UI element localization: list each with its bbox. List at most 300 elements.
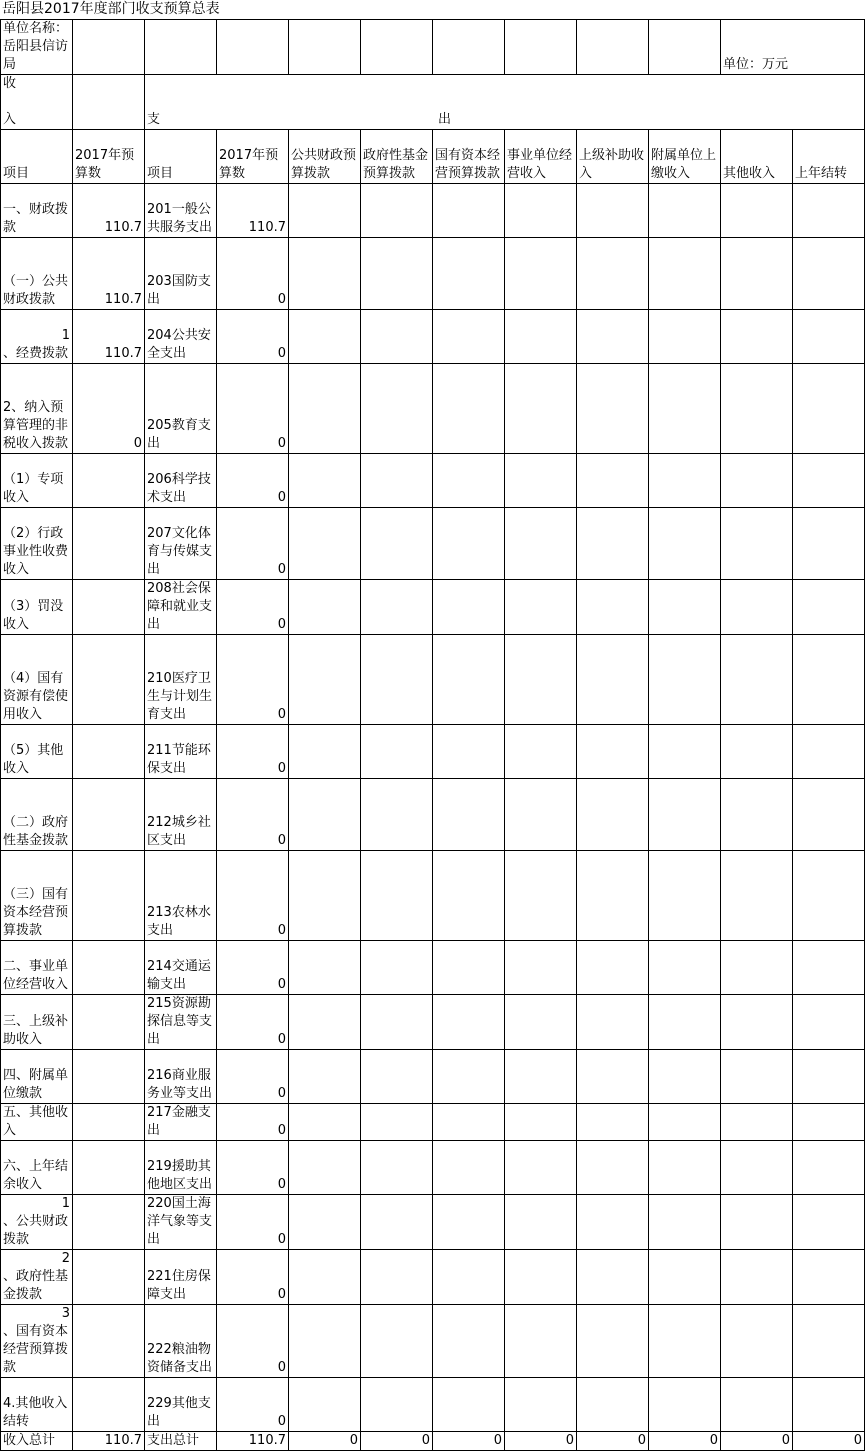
- table-row: [1, 364, 865, 454]
- expense-amount-cell[interactable]: 0: [217, 635, 289, 725]
- empty-cell[interactable]: [721, 941, 793, 995]
- income-item-label: 一、财政拨款: [3, 202, 69, 235]
- empty-cell[interactable]: [793, 851, 865, 941]
- empty-cell[interactable]: [721, 238, 793, 310]
- empty-cell[interactable]: [577, 238, 649, 310]
- expense-amount-cell[interactable]: 0: [217, 1104, 289, 1141]
- empty-cell[interactable]: [793, 508, 865, 580]
- empty-cell[interactable]: [433, 1141, 505, 1195]
- table-row: [1, 635, 865, 725]
- header-cell[interactable]: 公共财政预算拨款: [289, 130, 361, 184]
- empty-cell[interactable]: [649, 364, 721, 454]
- income-item-label: 二、事业单位经营收入: [3, 959, 69, 992]
- expense-item-cell[interactable]: 214交通运输支出: [145, 941, 217, 995]
- empty-cell[interactable]: [361, 941, 433, 995]
- empty-cell[interactable]: [289, 1104, 361, 1141]
- empty-cell[interactable]: [577, 1195, 649, 1250]
- empty-cell[interactable]: [289, 238, 361, 310]
- income-item-cell[interactable]: [1, 1250, 73, 1305]
- expense-item-cell[interactable]: 211节能环保支出: [145, 725, 217, 779]
- empty-cell[interactable]: [289, 580, 361, 635]
- empty-cell[interactable]: [793, 1250, 865, 1305]
- empty-cell[interactable]: [577, 1141, 649, 1195]
- table-row: [1, 238, 865, 310]
- empty-cell[interactable]: [289, 941, 361, 995]
- empty-cell[interactable]: [289, 995, 361, 1050]
- empty-cell[interactable]: [433, 635, 505, 725]
- income-item-cell[interactable]: [1, 995, 73, 1050]
- empty-cell[interactable]: [721, 580, 793, 635]
- expense-item-cell[interactable]: 221住房保障支出: [145, 1250, 217, 1305]
- income-amount-cell[interactable]: [73, 580, 145, 635]
- empty-cell[interactable]: [649, 635, 721, 725]
- empty-cell[interactable]: [361, 1050, 433, 1104]
- expense-item-cell[interactable]: 220国土海洋气象等支出: [145, 1195, 217, 1250]
- expense-item-cell[interactable]: 216商业服务业等支出: [145, 1050, 217, 1104]
- empty-cell[interactable]: [649, 995, 721, 1050]
- empty-cell[interactable]: [793, 184, 865, 238]
- empty-cell[interactable]: [361, 1250, 433, 1305]
- table-row: [1, 725, 865, 779]
- header-cell[interactable]: 上年结转: [793, 130, 865, 184]
- header-row: [1, 130, 865, 184]
- income-item-cell[interactable]: [1, 725, 73, 779]
- expense-item-cell[interactable]: 201一般公共服务支出: [145, 184, 217, 238]
- expense-amount-cell[interactable]: 0: [217, 454, 289, 508]
- empty-cell[interactable]: [361, 508, 433, 580]
- empty-cell[interactable]: [793, 454, 865, 508]
- header-cell[interactable]: 项目: [1, 130, 73, 184]
- income-amount-cell[interactable]: [73, 725, 145, 779]
- empty-cell[interactable]: [505, 779, 577, 851]
- table-row: [1, 995, 865, 1050]
- income-amount-cell[interactable]: [73, 1141, 145, 1195]
- income-total-label[interactable]: 收入总计: [1, 1432, 73, 1451]
- empty-cell[interactable]: [289, 851, 361, 941]
- income-amount-cell[interactable]: [73, 995, 145, 1050]
- income-section-cell[interactable]: [1, 75, 73, 130]
- empty-cell[interactable]: [649, 1305, 721, 1378]
- income-item-cell[interactable]: [1, 1141, 73, 1195]
- header-cell[interactable]: 其他收入: [721, 130, 793, 184]
- empty-cell[interactable]: [577, 184, 649, 238]
- empty-cell[interactable]: [505, 851, 577, 941]
- empty-cell[interactable]: [361, 454, 433, 508]
- empty-cell[interactable]: [649, 725, 721, 779]
- income-item-cell[interactable]: [1, 1050, 73, 1104]
- expense-total-amount[interactable]: 110.7: [217, 1432, 289, 1451]
- expense-amount-cell[interactable]: 0: [217, 364, 289, 454]
- empty-cell[interactable]: [505, 238, 577, 310]
- empty-cell[interactable]: [361, 1305, 433, 1378]
- empty-cell[interactable]: [649, 1195, 721, 1250]
- expense-item-cell[interactable]: 204公共安全支出: [145, 310, 217, 364]
- expense-amount-cell[interactable]: 0: [217, 941, 289, 995]
- expense-amount-cell[interactable]: 0: [217, 1141, 289, 1195]
- empty-cell[interactable]: [649, 1250, 721, 1305]
- empty-cell[interactable]: [577, 1378, 649, 1432]
- expense-amount-cell[interactable]: 110.7: [217, 184, 289, 238]
- income-item-number: 3: [61, 1306, 70, 1321]
- expense-item-cell[interactable]: 203国防支出: [145, 238, 217, 310]
- empty-cell[interactable]: [433, 779, 505, 851]
- income-item-cell[interactable]: [1, 580, 73, 635]
- empty-cell[interactable]: [793, 364, 865, 454]
- income-amount-cell[interactable]: [73, 1305, 145, 1378]
- empty-cell[interactable]: [649, 1104, 721, 1141]
- empty-cell[interactable]: [577, 580, 649, 635]
- total-breakdown-cell[interactable]: 0: [577, 1432, 649, 1451]
- header-cell[interactable]: 事业单位经营收入: [505, 130, 577, 184]
- income-item-label: 、经费拨款: [3, 346, 69, 361]
- header-cell[interactable]: 2017年预算数: [217, 130, 289, 184]
- empty-cell[interactable]: [793, 1378, 865, 1432]
- empty-cell[interactable]: [577, 941, 649, 995]
- expense-item-cell[interactable]: 213农林水支出: [145, 851, 217, 941]
- total-breakdown-cell[interactable]: 0: [361, 1432, 433, 1451]
- empty-cell[interactable]: [721, 508, 793, 580]
- empty-cell[interactable]: [577, 1050, 649, 1104]
- income-item-cell[interactable]: [1, 1305, 73, 1378]
- empty-cell[interactable]: [361, 851, 433, 941]
- empty-cell[interactable]: [649, 851, 721, 941]
- income-item-label: 4.其他收入结转: [3, 1396, 68, 1429]
- income-amount-cell[interactable]: 110.7: [73, 184, 145, 238]
- empty-cell[interactable]: [289, 1050, 361, 1104]
- empty-cell[interactable]: [793, 1195, 865, 1250]
- income-amount-cell[interactable]: [73, 851, 145, 941]
- empty-cell[interactable]: [577, 635, 649, 725]
- empty-cell[interactable]: [649, 941, 721, 995]
- empty-cell[interactable]: [721, 1378, 793, 1432]
- empty-cell[interactable]: [721, 1305, 793, 1378]
- expense-amount-cell[interactable]: 0: [217, 508, 289, 580]
- empty-cell[interactable]: [289, 779, 361, 851]
- empty-cell[interactable]: [289, 1305, 361, 1378]
- expense-amount-cell[interactable]: 0: [217, 310, 289, 364]
- empty-cell[interactable]: [505, 1378, 577, 1432]
- empty-cell[interactable]: [433, 851, 505, 941]
- table-row: [1, 941, 865, 995]
- empty-cell[interactable]: [793, 779, 865, 851]
- expense-item-cell[interactable]: 208社会保障和就业支出: [145, 580, 217, 635]
- total-breakdown-cell[interactable]: 0: [793, 1432, 865, 1451]
- header-cell[interactable]: 上级补助收入: [577, 130, 649, 184]
- income-amount-cell[interactable]: [73, 1250, 145, 1305]
- table-row: [1, 1050, 865, 1104]
- income-amount-cell[interactable]: [73, 635, 145, 725]
- income-item-label: 五、其他收入: [3, 1105, 69, 1138]
- empty-cell[interactable]: [721, 725, 793, 779]
- income-amount-cell[interactable]: [73, 941, 145, 995]
- expense-amount-cell[interactable]: 0: [217, 1378, 289, 1432]
- empty-cell[interactable]: [505, 1104, 577, 1141]
- empty-cell[interactable]: [433, 454, 505, 508]
- empty-cell[interactable]: [289, 184, 361, 238]
- empty-cell[interactable]: [433, 310, 505, 364]
- header-cell[interactable]: 2017年预算数: [73, 130, 145, 184]
- expense-amount-cell[interactable]: 0: [217, 779, 289, 851]
- income-section-label-bottom: 入: [3, 112, 17, 127]
- empty-cell[interactable]: [505, 1250, 577, 1305]
- empty-cell[interactable]: [577, 454, 649, 508]
- empty-cell[interactable]: [505, 725, 577, 779]
- empty-cell[interactable]: [721, 851, 793, 941]
- empty-cell[interactable]: [361, 1104, 433, 1141]
- income-item-label: 四、附属单位缴款: [3, 1068, 69, 1101]
- empty-cell[interactable]: [289, 1141, 361, 1195]
- expense-amount-cell[interactable]: 0: [217, 851, 289, 941]
- empty-cell[interactable]: [793, 1305, 865, 1378]
- income-amount-cell[interactable]: [73, 1104, 145, 1141]
- empty-cell[interactable]: [361, 310, 433, 364]
- income-item-cell[interactable]: [1, 310, 73, 364]
- empty-cell[interactable]: [289, 1195, 361, 1250]
- empty-cell[interactable]: [433, 941, 505, 995]
- income-item-cell[interactable]: [1, 779, 73, 851]
- expense-item-cell[interactable]: 212城乡社区支出: [145, 779, 217, 851]
- empty-cell[interactable]: [577, 1104, 649, 1141]
- sheet-title: 岳阳县2017年度部门收支预算总表: [2, 1, 220, 17]
- expense-item-cell[interactable]: 217金融支出: [145, 1104, 217, 1141]
- empty-cell[interactable]: [505, 941, 577, 995]
- empty-cell[interactable]: [721, 1250, 793, 1305]
- income-section-label-top: 收: [3, 76, 17, 91]
- expense-amount-cell[interactable]: 0: [217, 995, 289, 1050]
- unit-label-cell[interactable]: 单位：万元: [721, 20, 865, 75]
- income-item-cell[interactable]: [1, 635, 73, 725]
- empty-cell[interactable]: [505, 508, 577, 580]
- income-item-cell[interactable]: [1, 238, 73, 310]
- empty-cell[interactable]: [793, 1104, 865, 1141]
- empty-cell[interactable]: [289, 1250, 361, 1305]
- income-total-amount[interactable]: 110.7: [73, 1432, 145, 1451]
- empty-cell[interactable]: [433, 1050, 505, 1104]
- expense-amount-cell[interactable]: 0: [217, 1195, 289, 1250]
- empty-cell[interactable]: [505, 454, 577, 508]
- expense-section-cell[interactable]: [145, 75, 865, 130]
- empty-cell[interactable]: [505, 1050, 577, 1104]
- table-row: [1, 1305, 865, 1378]
- empty-cell[interactable]: [721, 1195, 793, 1250]
- empty-cell[interactable]: [433, 1378, 505, 1432]
- header-cell[interactable]: 国有资本经营预算拨款: [433, 130, 505, 184]
- empty-cell[interactable]: [649, 454, 721, 508]
- income-amount-cell[interactable]: [73, 1378, 145, 1432]
- income-item-cell[interactable]: [1, 1104, 73, 1141]
- budget-summary-table: [0, 19, 865, 1451]
- empty-cell[interactable]: [577, 310, 649, 364]
- empty-cell[interactable]: [505, 995, 577, 1050]
- empty-cell[interactable]: [289, 1378, 361, 1432]
- empty-cell[interactable]: [289, 364, 361, 454]
- empty-cell[interactable]: [649, 310, 721, 364]
- income-item-cell[interactable]: [1, 851, 73, 941]
- income-item-cell[interactable]: [1, 941, 73, 995]
- income-item-cell[interactable]: [1, 184, 73, 238]
- income-amount-cell[interactable]: [73, 508, 145, 580]
- empty-cell[interactable]: [433, 1250, 505, 1305]
- income-amount-cell[interactable]: [73, 779, 145, 851]
- empty-cell[interactable]: [505, 364, 577, 454]
- empty-cell[interactable]: [793, 635, 865, 725]
- empty-cell[interactable]: [649, 779, 721, 851]
- expense-amount-cell[interactable]: 0: [217, 1050, 289, 1104]
- empty-cell[interactable]: [721, 184, 793, 238]
- empty-cell[interactable]: [433, 1104, 505, 1141]
- expense-item-cell[interactable]: 205教育支出: [145, 364, 217, 454]
- empty-cell[interactable]: [721, 364, 793, 454]
- income-amount-cell[interactable]: 0: [73, 364, 145, 454]
- expense-amount-cell[interactable]: 0: [217, 580, 289, 635]
- expense-section-label-right: 出: [438, 112, 452, 127]
- total-breakdown-cell[interactable]: 0: [505, 1432, 577, 1451]
- empty-cell[interactable]: [433, 238, 505, 310]
- empty-cell[interactable]: [505, 1305, 577, 1378]
- income-item-cell[interactable]: [1, 508, 73, 580]
- empty-cell[interactable]: [793, 580, 865, 635]
- income-amount-cell[interactable]: [73, 454, 145, 508]
- empty-cell[interactable]: [577, 995, 649, 1050]
- empty-cell[interactable]: [433, 364, 505, 454]
- empty-cell[interactable]: [361, 238, 433, 310]
- expense-item-cell[interactable]: 206科学技术支出: [145, 454, 217, 508]
- empty-cell[interactable]: [577, 725, 649, 779]
- empty-cell[interactable]: [433, 1195, 505, 1250]
- empty-cell[interactable]: [433, 1305, 505, 1378]
- empty-cell[interactable]: [649, 508, 721, 580]
- empty-cell[interactable]: [505, 1141, 577, 1195]
- income-item-cell[interactable]: [1, 454, 73, 508]
- empty-cell[interactable]: [433, 184, 505, 238]
- empty-cell[interactable]: [505, 580, 577, 635]
- empty-cell[interactable]: [649, 580, 721, 635]
- empty-cell[interactable]: [649, 1141, 721, 1195]
- empty-cell[interactable]: [289, 635, 361, 725]
- empty-cell[interactable]: [793, 238, 865, 310]
- empty-cell[interactable]: [361, 725, 433, 779]
- empty-cell[interactable]: [361, 580, 433, 635]
- empty-cell[interactable]: [649, 1378, 721, 1432]
- table-row: [1, 779, 865, 851]
- empty-cell[interactable]: [793, 995, 865, 1050]
- income-item-label: （一）公共财政拨款: [3, 274, 69, 307]
- empty-cell[interactable]: [793, 1141, 865, 1195]
- empty-cell[interactable]: [577, 364, 649, 454]
- empty-cell[interactable]: [721, 635, 793, 725]
- empty-cell[interactable]: [793, 310, 865, 364]
- empty-cell[interactable]: [433, 725, 505, 779]
- expense-item-cell[interactable]: 229其他支出: [145, 1378, 217, 1432]
- income-item-cell[interactable]: [1, 1378, 73, 1432]
- table-body: [1, 20, 865, 1451]
- income-amount-cell[interactable]: [73, 1050, 145, 1104]
- empty-cell[interactable]: [649, 184, 721, 238]
- empty-cell[interactable]: [361, 184, 433, 238]
- empty-cell[interactable]: [361, 635, 433, 725]
- empty-cell[interactable]: [505, 310, 577, 364]
- empty-cell[interactable]: [505, 1195, 577, 1250]
- table-row: [1, 310, 865, 364]
- empty-cell[interactable]: [361, 1195, 433, 1250]
- total-breakdown-cell[interactable]: 0: [649, 1432, 721, 1451]
- empty-cell[interactable]: [649, 238, 721, 310]
- unit-name-cell[interactable]: 单位名称：岳阳县信访局: [1, 20, 73, 75]
- empty-cell[interactable]: [433, 995, 505, 1050]
- empty-cell[interactable]: [433, 580, 505, 635]
- empty-cell[interactable]: [577, 851, 649, 941]
- total-breakdown-cell[interactable]: 0: [721, 1432, 793, 1451]
- empty-cell[interactable]: [505, 635, 577, 725]
- empty-cell[interactable]: [577, 1250, 649, 1305]
- empty-cell[interactable]: [577, 779, 649, 851]
- income-item-label: （4）国有资源有偿使用收入: [3, 671, 69, 722]
- expense-item-cell[interactable]: 207文化体育与传媒支出: [145, 508, 217, 580]
- income-item-label: 2、纳入预算管理的非税收入拨款: [3, 400, 69, 451]
- expense-amount-cell[interactable]: 0: [217, 238, 289, 310]
- empty-cell[interactable]: [721, 995, 793, 1050]
- expense-item-cell[interactable]: 219援助其他地区支出: [145, 1141, 217, 1195]
- empty-cell[interactable]: [577, 1305, 649, 1378]
- empty-cell[interactable]: [361, 1141, 433, 1195]
- header-cell[interactable]: 项目: [145, 130, 217, 184]
- empty-cell[interactable]: [721, 779, 793, 851]
- expense-total-label[interactable]: 支出总计: [145, 1432, 217, 1451]
- empty-cell[interactable]: [289, 454, 361, 508]
- income-item-cell[interactable]: [1, 1195, 73, 1250]
- empty-cell[interactable]: [721, 454, 793, 508]
- empty-cell[interactable]: [361, 364, 433, 454]
- header-cell[interactable]: 附属单位上缴收入: [649, 130, 721, 184]
- empty-cell[interactable]: [289, 310, 361, 364]
- expense-item-cell[interactable]: 215资源勘探信息等支出: [145, 995, 217, 1050]
- total-breakdown-cell[interactable]: 0: [433, 1432, 505, 1451]
- empty-cell[interactable]: [793, 725, 865, 779]
- empty-cell[interactable]: [649, 1050, 721, 1104]
- empty-cell[interactable]: [505, 184, 577, 238]
- total-breakdown-cell[interactable]: 0: [289, 1432, 361, 1451]
- expense-item-cell[interactable]: 210医疗卫生与计划生育支出: [145, 635, 217, 725]
- empty-cell[interactable]: [361, 779, 433, 851]
- empty-cell[interactable]: [289, 725, 361, 779]
- income-item-label: （三）国有资本经营预算拨款: [3, 887, 69, 938]
- income-item-cell[interactable]: [1, 364, 73, 454]
- empty-cell[interactable]: [721, 1050, 793, 1104]
- income-amount-cell[interactable]: 110.7: [73, 310, 145, 364]
- table-row: [1, 184, 865, 238]
- income-item-label: 、公共财政拨款: [3, 1214, 69, 1247]
- income-item-label: （2）行政事业性收费收入: [3, 526, 69, 577]
- empty-cell[interactable]: [361, 995, 433, 1050]
- empty-cell[interactable]: [721, 1141, 793, 1195]
- expense-amount-cell[interactable]: 0: [217, 1305, 289, 1378]
- income-amount-cell[interactable]: 110.7: [73, 238, 145, 310]
- header-cell[interactable]: 政府性基金预算拨款: [361, 130, 433, 184]
- empty-cell[interactable]: [721, 1104, 793, 1141]
- expense-amount-cell[interactable]: 0: [217, 1250, 289, 1305]
- empty-cell[interactable]: [793, 941, 865, 995]
- expense-item-cell[interactable]: 222粮油物资储备支出: [145, 1305, 217, 1378]
- empty-cell[interactable]: [361, 1378, 433, 1432]
- expense-amount-cell[interactable]: 0: [217, 725, 289, 779]
- empty-cell[interactable]: [793, 1050, 865, 1104]
- empty-cell[interactable]: [289, 508, 361, 580]
- empty-cell[interactable]: [433, 508, 505, 580]
- empty-cell[interactable]: [577, 508, 649, 580]
- empty-cell[interactable]: [721, 310, 793, 364]
- income-amount-cell[interactable]: [73, 1195, 145, 1250]
- table-row: [1, 1104, 865, 1141]
